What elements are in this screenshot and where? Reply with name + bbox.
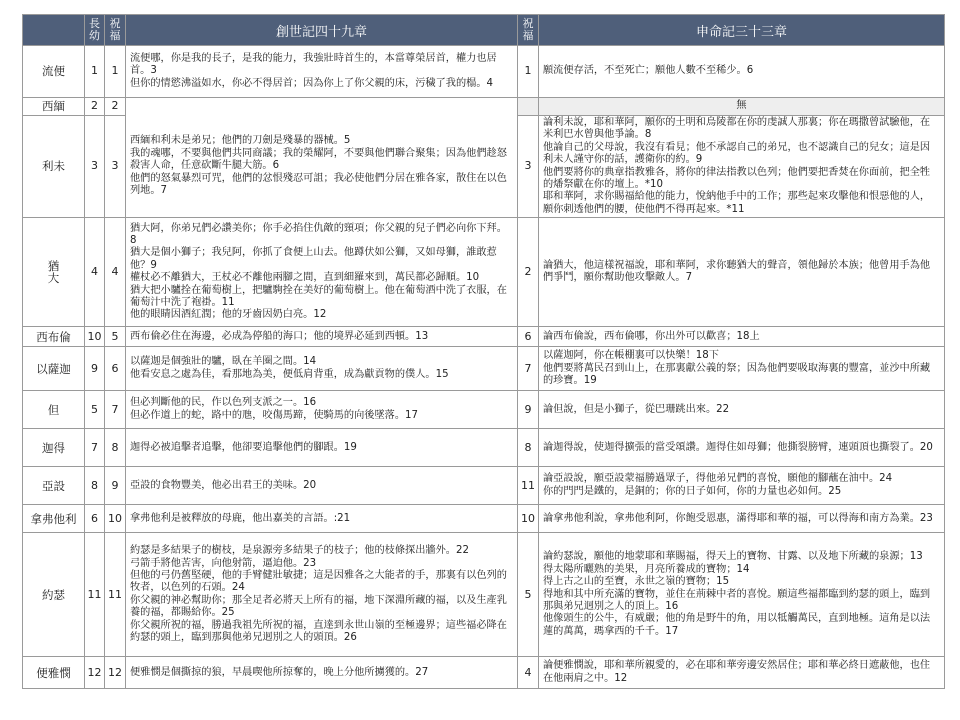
genesis-verse: 猶大是個小獅子；我兒阿，你抓了食便上山去。他蹲伏如公獅，又如母獅，誰敢惹他？9 — [130, 247, 497, 271]
tribe-name-text: 利未 — [42, 159, 65, 174]
table-row — [23, 347, 945, 391]
deuteronomy-text — [539, 327, 945, 347]
deuteronomy-verse: 論但說，但是小獅子，從巴珊跳出來。22 — [543, 403, 730, 415]
tribe-name-text: 流便 — [42, 64, 65, 79]
genesis-verse: 我的魂哪，不要與他們共同商議；我的榮耀阿，不要與他們聯合聚集；因為他們趁怒殺害人命，任意砍斷牛腿大筋。6 — [130, 147, 507, 172]
deuteronomy-verse: 他們要將萬民召到山上，在那裏獻公義的祭；因為他們要吸取海裏的豐富，並沙中所藏的珍寶。19 — [543, 362, 931, 386]
genesis-verse: 權杖必不離猶大，王杖必不離他兩腳之間，直到細羅來到，萬民都必歸順。10 — [130, 272, 480, 284]
header-blessing-label: 祝 福 — [109, 17, 121, 42]
birth-order: 4 — [85, 218, 105, 327]
genesis-text — [126, 46, 518, 98]
genesis-blessing-order: 5 — [105, 327, 126, 347]
header-row — [23, 15, 945, 46]
tribe-name — [23, 218, 85, 327]
deuteronomy-verse: 論約瑟說，願他的地蒙耶和華賜福，得天上的寶物、甘露、以及地下所藏的泉源；13 — [543, 551, 923, 563]
deuteronomy-text — [539, 347, 945, 391]
tribe-name — [23, 347, 85, 391]
deuteronomy-text — [539, 218, 945, 327]
tribe-name-text: 便雅憫 — [36, 665, 71, 680]
tribe-name — [23, 467, 85, 505]
genesis-verse: 約瑟是多結果子的樹枝，是泉源旁多結果子的枝子；他的枝條探出牆外。22 — [130, 545, 469, 557]
birth-order: 8 — [85, 467, 105, 505]
deuteronomy-verse: 耶和華阿，求你賜福給他的能力，悅納他手中的工作；那些起來攻擊他和恨惡他的人，願你刺透他們的腰，使他們不得再起來。*11 — [543, 191, 931, 215]
table-row — [23, 46, 945, 98]
genesis-verse: 但必判斷他的民，作以色列支派之一。16 — [130, 397, 317, 409]
deuteronomy-text — [539, 467, 945, 505]
birth-order: 2 — [85, 98, 105, 116]
header-deuteronomy: 申命記三十三章 — [539, 15, 945, 46]
deuteronomy-verse: 論西布倫說，西布倫哪，你出外可以歡喜；18上 — [543, 330, 760, 342]
deuteronomy-verse: 論迦得說，使迦得擴張的當受頌讚。迦得住如母獅；他撕裂膀臂，連頭頂也撕裂了。20 — [543, 441, 933, 453]
table-row — [23, 327, 945, 347]
header-deut-blessing-order — [518, 15, 539, 46]
tribe-name — [23, 98, 85, 116]
genesis-text — [126, 347, 518, 391]
tribe-name-text: 迦得 — [42, 440, 65, 455]
table-row — [23, 116, 945, 218]
table-row — [23, 391, 945, 429]
tribe-name — [23, 429, 85, 467]
deut-blessing-order: 9 — [518, 391, 539, 429]
tribe-name-text: 亞設 — [42, 478, 65, 493]
genesis-blessing-order: 2 — [105, 98, 126, 116]
genesis-text — [126, 505, 518, 533]
genesis-text — [126, 429, 518, 467]
genesis-blessing-order: 3 — [105, 116, 126, 218]
deuteronomy-verse: 他們要將你的典章指教雅各，將你的律法指教以色列；他們要把香焚在你面前，把全牲的燔祭獻在你的壇上。*10 — [543, 166, 931, 191]
table-body — [23, 46, 945, 689]
genesis-blessing-order: 1 — [105, 46, 126, 98]
header-blessing2-label: 祝 福 — [522, 17, 534, 42]
table-row — [23, 429, 945, 467]
birth-order: 1 — [85, 46, 105, 98]
birth-order: 3 — [85, 116, 105, 218]
deut-blessing-order: 3 — [518, 116, 539, 218]
deuteronomy-verse: 得太陽所曬熟的美果，月亮所養成的寶物；14 — [543, 563, 750, 575]
genesis-verse: 西緬和利未是弟兄；他們的刀劍是殘暴的器械。5 — [130, 135, 351, 147]
deut-blessing-order: 8 — [518, 429, 539, 467]
genesis-text — [126, 218, 518, 327]
tribe-name-text: 約瑟 — [42, 587, 65, 602]
birth-order: 9 — [85, 347, 105, 391]
genesis-blessing-order: 4 — [105, 218, 126, 327]
genesis-text — [126, 116, 518, 218]
deuteronomy-verse: 論亞設說，願亞設蒙福勝過眾子，得他弟兄們的喜悅，願他的腳蘸在油中。24 — [543, 473, 893, 485]
tribe-name — [23, 657, 85, 689]
genesis-verse: 流便哪，你是我的長子，是我的能力，我強壯時首生的，本當尊榮居首，權力也居首。3 — [130, 52, 497, 77]
deuteronomy-verse: 得地和其中所充滿的寶物，並住在荊棘中者的喜悅。願這些福都臨到約瑟的頭上，臨到那與弟兄迥別之人的頂上。16 — [543, 588, 931, 612]
deuteronomy-verse: 以薩迦阿，你在帳棚裏可以快樂！18下 — [543, 350, 719, 362]
header-blessing-order — [105, 15, 126, 46]
genesis-text — [126, 98, 518, 116]
deut-blessing-order: 6 — [518, 327, 539, 347]
genesis-verse: 他看安息之處為佳，看那地為美，便低肩背重，成為獻貢物的僕人。15 — [130, 368, 449, 380]
deuteronomy-text — [539, 657, 945, 689]
deut-blessing-order: 5 — [518, 533, 539, 657]
genesis-verse: 你父親的神必幫助你；那全足者必將天上所有的福，地下深淵所藏的福，以及生產乳養的福，都賜給你。25 — [130, 594, 507, 619]
genesis-text — [126, 467, 518, 505]
deuteronomy-verse: 他像頭生的公牛，有威嚴；他的角是野牛的角，用以牴觸萬民，直到地極。這角是以法蓮的萬萬，瑪拿西的千千。17 — [543, 613, 931, 637]
genesis-verse: 你父親所祝的福，勝過我祖先所祝的福，直達到永世山嶺的至極邊界；這些福必降在約瑟的頭上，臨到那與他弟兄迥別之人的頭頂。26 — [130, 619, 507, 643]
genesis-text — [126, 391, 518, 429]
genesis-verse: 便雅憫是個撕掠的狼，早晨喫他所掠奪的，晚上分他所擄獲的。27 — [130, 666, 429, 678]
tribe-name-text: 猶 大 — [47, 258, 60, 286]
genesis-verse: 但他的弓仍舊堅硬，他的手臂健壯敏捷；這是因雅各之大能者的手，那裏有以色列的牧者，以色列的石頭。24 — [130, 569, 507, 594]
deuteronomy-verse: 論猶大，他這樣祝福說，耶和華阿，求你聽猶大的聲音，領他歸於本族；他曾用手為他們爭鬥，願你幫助他攻擊敵人。7 — [543, 259, 931, 284]
header-tribe — [23, 15, 85, 46]
table-row — [23, 533, 945, 657]
table-row — [23, 467, 945, 505]
deuteronomy-verse: 論便雅憫說，耶和華所親愛的，必在耶和華旁邊安然居住；耶和華必終日遮蔽他，也住在他兩肩之中。12 — [543, 660, 931, 684]
deuteronomy-text — [539, 505, 945, 533]
tribe-name — [23, 116, 85, 218]
genesis-verse: 亞設的食物豐美，他必出君王的美味。20 — [130, 479, 317, 491]
genesis-text — [126, 533, 518, 657]
deuteronomy-verse: 他論自己的父母說，我沒有看見；他不承認自己的弟兄，也不認識自己的兒女；這是因利未人謹守你的話，護衛你的約。9 — [543, 141, 931, 166]
tribe-name — [23, 46, 85, 98]
tribe-name — [23, 391, 85, 429]
genesis-blessing-order: 7 — [105, 391, 126, 429]
genesis-blessing-order: 11 — [105, 533, 126, 657]
header-birth-order — [85, 15, 105, 46]
birth-order: 12 — [85, 657, 105, 689]
deut-blessing-order: 2 — [518, 218, 539, 327]
genesis-verse: 以薩迦是個強壯的驢，臥在羊圈之間。14 — [130, 356, 317, 368]
genesis-verse: 猶大阿，你弟兄們必讚美你；你手必掐住仇敵的頸項；你父親的兒子們必向你下拜。8 — [130, 222, 507, 247]
deuteronomy-text — [539, 429, 945, 467]
genesis-verse: 他們的怒氣暴烈可咒，他們的忿恨殘忍可詛；我必使他們分居在雅各家，散住在以色列地。7 — [130, 172, 507, 196]
deuteronomy-text — [539, 391, 945, 429]
genesis-text — [126, 657, 518, 689]
deuteronomy-text — [539, 533, 945, 657]
genesis-verse: 弓箭手將他苦害，向他射箭，逼迫他。23 — [130, 557, 317, 569]
genesis-verse: 但你的情慾沸溢如水，你必不得居首；因為你上了你父親的床，污穢了我的榻。4 — [130, 77, 494, 89]
tribe-name-text: 西布倫 — [36, 329, 71, 344]
genesis-verse: 猶大把小驢拴在葡萄樹上，把驢駒拴在美好的葡萄樹上。他在葡萄酒中洗了衣服，在葡萄汁中洗了袍褂。11 — [130, 284, 507, 309]
genesis-verse: 但必作道上的蛇，路中的虺，咬傷馬蹄，使騎馬的向後墜落。17 — [130, 409, 419, 421]
tribe-name — [23, 327, 85, 347]
genesis-blessing-order: 9 — [105, 467, 126, 505]
birth-order: 10 — [85, 327, 105, 347]
genesis-blessing-order: 8 — [105, 429, 126, 467]
table-row — [23, 218, 945, 327]
genesis-verse: 西布倫必住在海邊，必成為停船的海口；他的境界必延到西頓。13 — [130, 330, 429, 342]
header-genesis: 創世記四十九章 — [126, 15, 518, 46]
tribe-name-text: 西緬 — [42, 99, 65, 114]
genesis-text — [126, 327, 518, 347]
tribe-name — [23, 533, 85, 657]
deuteronomy-verse: 你的門門是鐵的，是銅的；你的日子如何，你的力量也必如何。25 — [543, 485, 842, 497]
deuteronomy-verse: 論利未說，耶和華阿，願你的土明和烏陵都在你的虔誠人那裏；你在瑪撒曾試驗他，在米利巴水曾與他爭論。8 — [543, 117, 931, 141]
genesis-verse: 拿弗他利是被釋放的母鹿，他出嘉美的言語。:21 — [130, 512, 351, 524]
birth-order: 7 — [85, 429, 105, 467]
deuteronomy-verse: 得上古之山的至寶，永世之嶺的寶物；15 — [543, 576, 730, 588]
genesis-blessing-order: 12 — [105, 657, 126, 689]
deut-blessing-order: 7 — [518, 347, 539, 391]
deut-blessing-order: 11 — [518, 467, 539, 505]
deut-blessing-order: 10 — [518, 505, 539, 533]
table-row — [23, 98, 945, 116]
genesis-blessing-order: 6 — [105, 347, 126, 391]
deuteronomy-verse: 願流便存活，不至死亡；願他人數不至稀少。6 — [543, 65, 754, 77]
deut-blessing-order: 4 — [518, 657, 539, 689]
tribe-name-text: 拿弗他利 — [30, 511, 77, 526]
comparison-table — [22, 14, 945, 689]
genesis-verse: 迦得必被追擊者追擊，他卻要追擊他們的腳跟。19 — [130, 441, 357, 453]
deut-blessing-order — [518, 98, 539, 116]
table-row — [23, 657, 945, 689]
birth-order: 5 — [85, 391, 105, 429]
genesis-blessing-order: 10 — [105, 505, 126, 533]
deuteronomy-verse: 論拿弗他利說，拿弗他利阿，你飽受恩惠，滿得耶和華的福，可以得海和南方為業。23 — [543, 512, 933, 524]
tribe-name-text: 但 — [47, 402, 60, 417]
deuteronomy-text — [539, 116, 945, 218]
deuteronomy-text — [539, 98, 945, 116]
deut-blessing-order: 1 — [518, 46, 539, 98]
deuteronomy-text — [539, 46, 945, 98]
tribe-name-text: 以薩迦 — [36, 361, 71, 376]
birth-order: 11 — [85, 533, 105, 657]
genesis-verse: 他的眼睛因酒紅潤；他的牙齒因奶白亮。12 — [130, 309, 327, 321]
comparison-table-wrapper — [22, 14, 944, 689]
tribe-name — [23, 505, 85, 533]
header-birth-label: 長 幼 — [89, 17, 100, 42]
deuteronomy-verse: 無 — [736, 100, 747, 112]
birth-order: 6 — [85, 505, 105, 533]
table-row — [23, 505, 945, 533]
